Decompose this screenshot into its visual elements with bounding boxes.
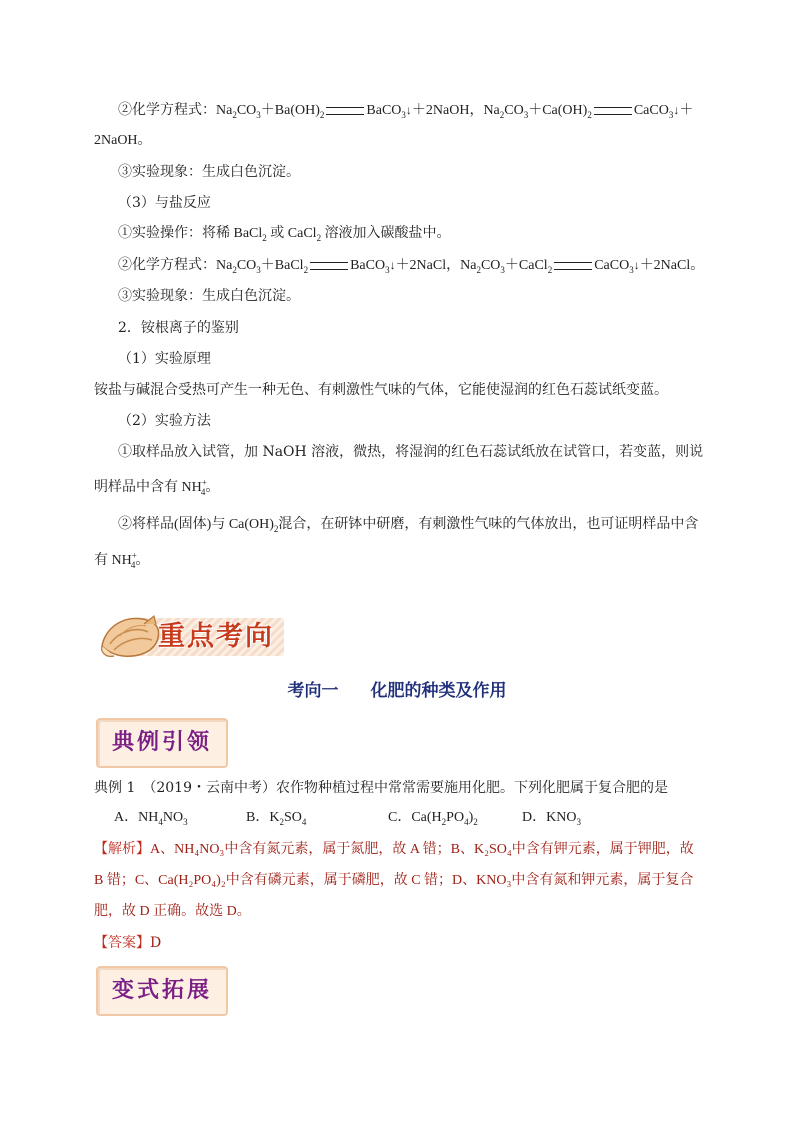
heading-principle: （1）实验原理 xyxy=(118,351,211,367)
text: ， xyxy=(469,103,484,118)
text: 混合，在研钵中研磨，有刺激性气味的气体放出，也可证明样品中含 xyxy=(278,517,699,532)
text: 有 NH xyxy=(94,553,132,568)
option-b: B．$K_2SO_4$ xyxy=(246,810,307,827)
equation-line-1: ②化学方程式：$Na_2CO_3+Ba(OH)_2$ BaCO$_3$↓＋2NaOH，$Na_2CO_3+Ca(OH)_2$ CaCO$_3$↓＋ xyxy=(118,103,694,120)
text: 溶液加入碳酸盐中。 xyxy=(321,226,451,241)
heading-salt-reaction: （3）与盐反应 xyxy=(118,195,211,211)
text: A、NH₄NO₃中含有氮元素，属于氮肥，故 A 错；B、K₂SO₄中含有钾元素，属于钾肥，故 xyxy=(150,842,694,857)
example-tag-title: 典例引领 xyxy=(111,729,212,755)
heading-ammonium: 2．铵根离子的鉴别 xyxy=(118,320,239,336)
method-1-text: ①取样品放入试管，加 NaOH 溶液，微热，将湿润的红色石蕊试纸放在试管口，若变蓝，则说 xyxy=(118,444,704,460)
option-c: C．$Ca(H_2PO_4)_2$ xyxy=(388,810,478,827)
text: ②化学方程式： xyxy=(118,258,216,273)
subhead-part2: 化肥的种类及作用 xyxy=(370,681,507,701)
analysis-line-3: 肥，故 D 正确。故选 D。 xyxy=(94,904,251,919)
text: B．K xyxy=(246,810,280,825)
text: ①实验操作：将稀 xyxy=(118,226,234,241)
text: A．NH xyxy=(114,810,159,825)
phenomenon-1: ③实验现象：生成白色沉淀。 xyxy=(118,164,300,180)
text: 。 xyxy=(205,480,220,495)
text: D．KNO xyxy=(522,810,577,825)
answer-line xyxy=(94,933,161,953)
text: 或 xyxy=(266,226,288,241)
text: ， xyxy=(446,258,461,273)
banner-title: 重点考向 xyxy=(158,621,274,652)
method-2-text: ②将样品(固体)与 $Ca(OH)_2$混合，在研钵中研磨，有刺激性气味的气体放出，也可证明样品中含 xyxy=(118,517,699,534)
text: ②化学方程式： xyxy=(118,103,216,118)
equation-line-2: ②化学方程式：$Na_2CO_3+BaCl_2$ BaCO$_3$↓＋2NaCl，$Na_2CO_3+CaCl_2$ CaCO$_3$↓＋2NaCl。 xyxy=(118,258,705,275)
answer-value: D xyxy=(150,935,162,951)
heading-method: （2）实验方法 xyxy=(118,413,211,429)
answer-tag: 【答案】 xyxy=(94,935,150,951)
text: C．Ca(H xyxy=(388,810,442,825)
subhead-part1: 考向一 xyxy=(287,681,339,701)
key-direction-banner xyxy=(96,606,288,664)
option-a: A．$NH_4NO_3$ xyxy=(114,810,188,827)
analysis-line-2: B 错；C、Ca(H₂PO₄)₂中含有磷元素，属于磷肥，故 C 错；D、KNO₃中含有氮和钾元素，属于复合 xyxy=(94,873,694,888)
option-d: D．$KNO_3$ xyxy=(522,810,581,827)
example-tag xyxy=(96,718,228,768)
text: 明样品中含有 NH xyxy=(94,480,202,495)
analysis-line-1 xyxy=(94,840,694,860)
phenomenon-2: ③实验现象：生成白色沉淀。 xyxy=(118,288,300,304)
text: 。 xyxy=(135,553,150,568)
method-1-cont: 明样品中含有 $NH^+_4$。 xyxy=(94,477,220,497)
method-2-cont: 有 $NH^+_4$。 xyxy=(94,550,150,570)
example-question: 典例 1 （2019・云南中考）农作物种植过程中常常需要施用化肥。下列化肥属于复合肥的是 xyxy=(94,780,668,796)
section-subhead xyxy=(0,676,794,701)
analysis-tag: 【解析】 xyxy=(94,842,150,857)
operation-line: ①实验操作：将稀 BaCl$_2$ 或 CaCl$_2$ 溶液加入碳酸盐中。 xyxy=(118,226,451,243)
variant-tag xyxy=(96,966,228,1016)
variant-tag-title: 变式拓展 xyxy=(111,977,212,1003)
equation-line-1-cont: 2NaOH。 xyxy=(94,133,152,148)
conch-shell-icon xyxy=(96,606,166,666)
text: ②将样品(固体)与 Ca(OH) xyxy=(118,517,274,532)
principle-text: 铵盐与碱混合受热可产生一种无色、有刺激性气味的气体，它能使湿润的红色石蕊试纸变蓝。 xyxy=(94,382,668,398)
